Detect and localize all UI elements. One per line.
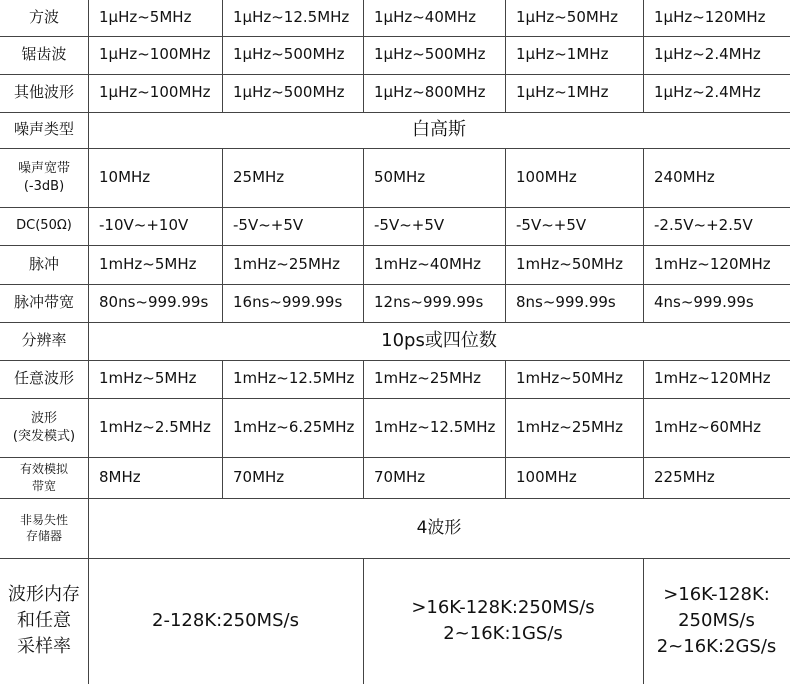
- row-label-text: (突发模式): [12, 428, 76, 444]
- row-label-arbitrary-wave: [0, 360, 88, 398]
- spec-span-text: 4波形: [416, 517, 462, 538]
- spec-value-analog-bandwidth: [88, 457, 222, 498]
- row-label-text: 非易失性: [19, 512, 68, 527]
- spec-group-0: [88, 558, 363, 684]
- spec-span-noise-type: [88, 112, 790, 148]
- spec-value-square: [222, 0, 363, 36]
- spec-value-text: -2.5V~+2.5V: [654, 216, 753, 235]
- spec-value-text: 1mHz~25MHz: [516, 417, 624, 436]
- spec-value-arbitrary-wave: [363, 360, 505, 398]
- spec-value-text: 240MHz: [654, 167, 715, 186]
- row-label-other-wave: [0, 74, 88, 112]
- row-label-text: 方波: [28, 8, 59, 27]
- spec-value-text: 1μHz~100MHz: [99, 83, 211, 102]
- spec-value-text: 1μHz~12.5MHz: [233, 8, 350, 27]
- spec-value-other-wave: [363, 74, 505, 112]
- spec-value-text: 50MHz: [374, 167, 426, 186]
- spec-value-text: 1μHz~40MHz: [374, 8, 476, 27]
- spec-span-resolution: [88, 322, 790, 360]
- row-label-text: 锯齿波: [21, 45, 67, 64]
- spec-value-text: 1mHz~50MHz: [516, 369, 624, 388]
- row-label-pulse-width: [0, 284, 88, 322]
- spec-value-pulse: [88, 245, 222, 284]
- spec-value-analog-bandwidth: [643, 457, 790, 498]
- spec-value-dc: [222, 207, 363, 245]
- row-label-resolution: [0, 322, 88, 360]
- row-label-text: 采样率: [17, 636, 71, 658]
- spec-value-text: 1mHz~25MHz: [233, 254, 341, 273]
- spec-value-text: 1μHz~2.4MHz: [654, 83, 761, 102]
- spec-value-text: 1μHz~500MHz: [233, 45, 345, 64]
- spec-value-arbitrary-wave: [505, 360, 643, 398]
- spec-value-dc: [505, 207, 643, 245]
- spec-value-noise-bandwidth: [363, 148, 505, 207]
- spec-value-text: 8ns~999.99s: [516, 293, 616, 312]
- row-label-noise-bandwidth: [0, 148, 88, 207]
- spec-value-text: 1μHz~100MHz: [99, 45, 211, 64]
- spec-value-pulse-width: [643, 284, 790, 322]
- spec-value-noise-bandwidth: [505, 148, 643, 207]
- spec-value-pulse-width: [88, 284, 222, 322]
- spec-value-text: 1mHz~2.5MHz: [99, 417, 211, 436]
- spec-span-text: 10ps或四位数: [381, 329, 497, 351]
- spec-value-analog-bandwidth: [222, 457, 363, 498]
- spec-value-text: -5V~+5V: [233, 216, 304, 235]
- spec-value-square: [505, 0, 643, 36]
- spec-value-text: 1μHz~800MHz: [374, 83, 486, 102]
- spec-value-text: 1μHz~2.4MHz: [654, 45, 761, 64]
- spec-group-text: 2-128K:250MS/s: [152, 609, 299, 631]
- spec-span-nonvolatile: [88, 498, 790, 558]
- spec-value-text: 1mHz~12.5MHz: [374, 417, 496, 436]
- spec-value-dc: [643, 207, 790, 245]
- spec-value-text: -5V~+5V: [374, 216, 445, 235]
- spec-value-text: -5V~+5V: [516, 216, 587, 235]
- spec-value-dc: [363, 207, 505, 245]
- spec-value-other-wave: [88, 74, 222, 112]
- spec-value-text: 70MHz: [233, 467, 285, 486]
- spec-value-other-wave: [222, 74, 363, 112]
- spec-value-text: 1μHz~5MHz: [99, 8, 192, 27]
- spec-value-noise-bandwidth: [222, 148, 363, 207]
- spec-value-sawtooth: [88, 36, 222, 74]
- spec-value-text: 1μHz~1MHz: [516, 45, 609, 64]
- spec-value-text: 1μHz~120MHz: [654, 8, 766, 27]
- row-label-text: 噪声宽带: [17, 160, 70, 176]
- spec-value-square: [643, 0, 790, 36]
- spec-value-sawtooth: [222, 36, 363, 74]
- spec-value-other-wave: [505, 74, 643, 112]
- spec-value-text: 1μHz~500MHz: [233, 83, 345, 102]
- spec-value-text: 25MHz: [233, 167, 285, 186]
- row-label-text: 波形: [30, 410, 57, 426]
- spec-value-burst-wave: [222, 398, 363, 457]
- spec-value-sawtooth: [363, 36, 505, 74]
- row-label-memory-sample-rate: [0, 558, 88, 684]
- spec-value-text: 1mHz~5MHz: [99, 254, 197, 273]
- spec-value-text: 1mHz~12.5MHz: [233, 369, 355, 388]
- spec-value-text: 1mHz~5MHz: [99, 369, 197, 388]
- row-label-text: DC(50Ω): [16, 218, 72, 234]
- row-label-text: 脉冲带宽: [13, 293, 74, 312]
- row-label-analog-bandwidth: [0, 457, 88, 498]
- spec-value-pulse-width: [222, 284, 363, 322]
- spec-value-burst-wave: [363, 398, 505, 457]
- spec-value-pulse: [363, 245, 505, 284]
- spec-value-pulse: [643, 245, 790, 284]
- spec-value-noise-bandwidth: [643, 148, 790, 207]
- spec-value-analog-bandwidth: [363, 457, 505, 498]
- row-label-text: 带宽: [31, 478, 56, 493]
- spec-value-text: 1μHz~500MHz: [374, 45, 486, 64]
- spec-group-text: >16K-128K:: [663, 583, 770, 605]
- row-label-text: 任意波形: [13, 369, 74, 388]
- row-label-text: 分辨率: [21, 331, 67, 350]
- spec-value-text: 100MHz: [516, 167, 577, 186]
- spec-value-text: 10MHz: [99, 167, 151, 186]
- row-label-text: (-3dB): [23, 178, 65, 194]
- spec-value-text: 1mHz~40MHz: [374, 254, 482, 273]
- spec-value-arbitrary-wave: [88, 360, 222, 398]
- row-label-text: 和任意: [17, 609, 71, 631]
- spec-group-1: [363, 558, 643, 684]
- spec-value-text: 1mHz~120MHz: [654, 254, 771, 273]
- spec-value-text: 80ns~999.99s: [99, 293, 209, 312]
- row-label-burst-wave: [0, 398, 88, 457]
- spec-value-sawtooth: [505, 36, 643, 74]
- spec-value-pulse: [222, 245, 363, 284]
- spec-value-text: 4ns~999.99s: [654, 293, 754, 312]
- spec-value-text: 1μHz~50MHz: [516, 8, 618, 27]
- spec-group-text: 2~16K:2GS/s: [656, 636, 777, 658]
- spec-value-text: 1mHz~6.25MHz: [233, 417, 355, 436]
- spec-value-text: 100MHz: [516, 467, 577, 486]
- row-label-text: 波形内存: [8, 583, 80, 605]
- row-label-square: [0, 0, 88, 36]
- spec-value-text: 225MHz: [654, 467, 715, 486]
- spec-value-pulse: [505, 245, 643, 284]
- spec-value-text: -10V~+10V: [99, 216, 189, 235]
- spec-value-pulse-width: [363, 284, 505, 322]
- spec-group-text: 2~16K:1GS/s: [443, 623, 563, 644]
- spec-value-arbitrary-wave: [222, 360, 363, 398]
- row-label-noise-type: [0, 112, 88, 148]
- spec-value-noise-bandwidth: [88, 148, 222, 207]
- spec-value-pulse-width: [505, 284, 643, 322]
- spec-value-burst-wave: [88, 398, 222, 457]
- row-label-pulse: [0, 245, 88, 284]
- spec-value-text: 1mHz~50MHz: [516, 254, 624, 273]
- spec-value-text: 12ns~999.99s: [374, 293, 484, 312]
- spec-value-text: 16ns~999.99s: [233, 293, 343, 312]
- row-label-text: 存储器: [25, 529, 62, 543]
- spec-group-text: 250MS/s: [678, 609, 755, 631]
- spec-value-text: 70MHz: [374, 467, 426, 486]
- spec-value-text: 1μHz~1MHz: [516, 83, 609, 102]
- row-label-text: 脉冲: [28, 254, 59, 273]
- row-label-nonvolatile: [0, 498, 88, 558]
- spec-group-2: [643, 558, 790, 684]
- row-label-text: 噪声类型: [13, 120, 74, 139]
- row-label-sawtooth: [0, 36, 88, 74]
- spec-value-arbitrary-wave: [643, 360, 790, 398]
- spec-value-text: 1mHz~25MHz: [374, 369, 482, 388]
- spec-value-burst-wave: [643, 398, 790, 457]
- spec-group-text: >16K-128K:250MS/s: [411, 596, 595, 618]
- row-label-text: 有效模拟: [19, 462, 68, 477]
- spec-value-text: 8MHz: [99, 467, 141, 486]
- spec-value-sawtooth: [643, 36, 790, 74]
- row-label-text: 其他波形: [13, 83, 74, 102]
- spec-value-square: [363, 0, 505, 36]
- spec-value-text: 1mHz~120MHz: [654, 369, 771, 388]
- spec-value-analog-bandwidth: [505, 457, 643, 498]
- spec-value-square: [88, 0, 222, 36]
- spec-value-other-wave: [643, 74, 790, 112]
- row-label-dc: [0, 207, 88, 245]
- spec-value-burst-wave: [505, 398, 643, 457]
- spec-value-text: 1mHz~60MHz: [654, 417, 762, 436]
- spec-value-dc: [88, 207, 222, 245]
- spec-span-text: 白高斯: [412, 118, 466, 140]
